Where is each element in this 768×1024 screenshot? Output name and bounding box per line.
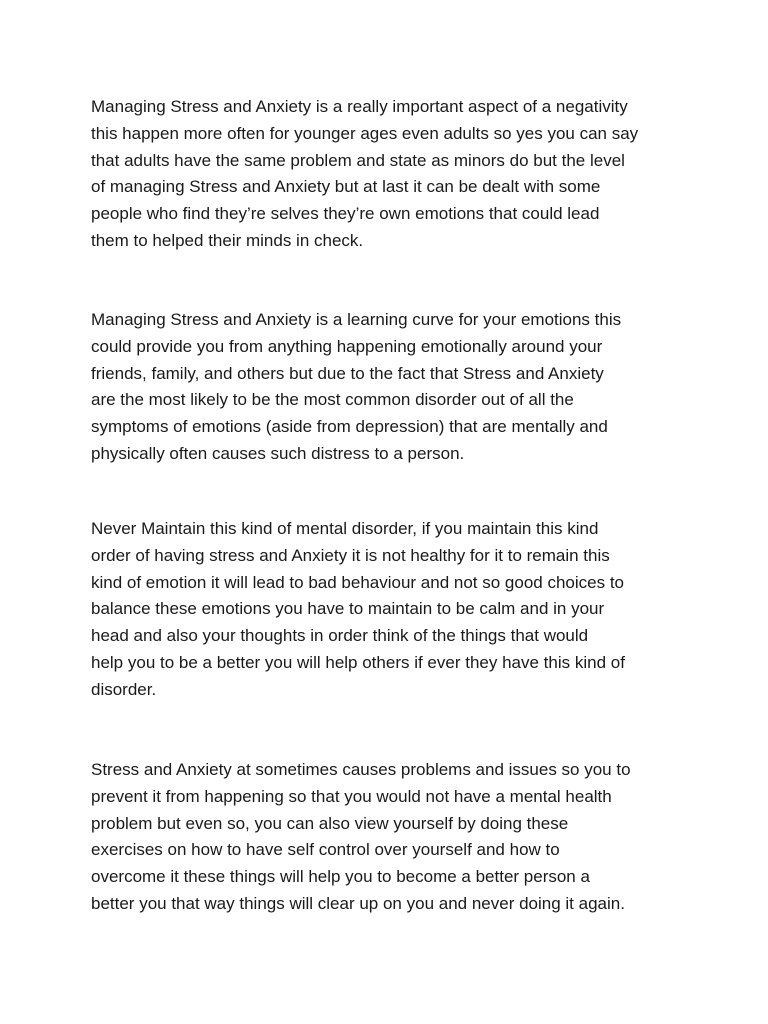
paragraph-2 [91,307,621,468]
paragraph-4 [91,757,631,918]
paragraph-line: people who find they’re selves they’re own emotions that could lead [91,204,600,224]
paragraph-line: Managing Stress and Anxiety is a learning curve for your emotions this [91,310,622,329]
paragraph-line: symptoms of emotions (aside from depression) that are mentally and [91,417,608,437]
paragraph-line: that adults have the same problem and state as minors do but the level [91,150,625,170]
paragraph-line: help you to be a better you will help others if ever they have this kind of [91,652,625,672]
paragraph-line: them to helped their minds in check. [91,230,364,250]
paragraph-line: exercises on how to have self control over yourself and how to [91,840,560,860]
paragraph-line: friends, family, and others but due to the fact that Stress and Anxiety [91,363,604,383]
paragraph-line: prevent it from happening so that you would not have a mental health [91,786,612,806]
paragraph-line: kind of emotion it will lead to bad behaviour and not so good choices to [91,572,625,592]
paragraph-3 [91,516,625,704]
paragraph-line: could provide you from anything happening emotionally around your [91,336,603,356]
paragraph-line: Managing Stress and Anxiety is a really important aspect of a negativity [91,97,628,116]
paragraph-line: of managing Stress and Anxiety but at last it can be dealt with some [91,177,601,197]
paragraph-line: disorder. [91,679,157,699]
paragraph-line: head and also your thoughts in order think of the things that would [91,626,589,646]
paragraph-line: are the most likely to be the most common disorder out of all the [91,390,574,410]
paragraph-line: this happen more often for younger ages even adults so yes you can say [91,123,639,143]
paragraph-line: Stress and Anxiety at sometimes causes problems and issues so you to [91,760,631,779]
paragraph-line: balance these emotions you have to maintain to be calm and in your [91,599,605,619]
paragraph-line: overcome it these things will help you to become a better person a [91,867,590,887]
paragraph-line: Never Maintain this kind of mental disorder, if you maintain this kind [91,519,599,538]
paragraph-line: order of having stress and Anxiety it is not healthy for it to remain this [91,545,610,565]
paragraph-line: problem but even so, you can also view yourself by doing these [91,813,569,833]
paragraph-line: better you that way things will clear up on you and never doing it again. [91,893,625,913]
paragraph-line: physically often causes such distress to a person. [91,443,465,463]
paragraph-1 [91,94,638,255]
